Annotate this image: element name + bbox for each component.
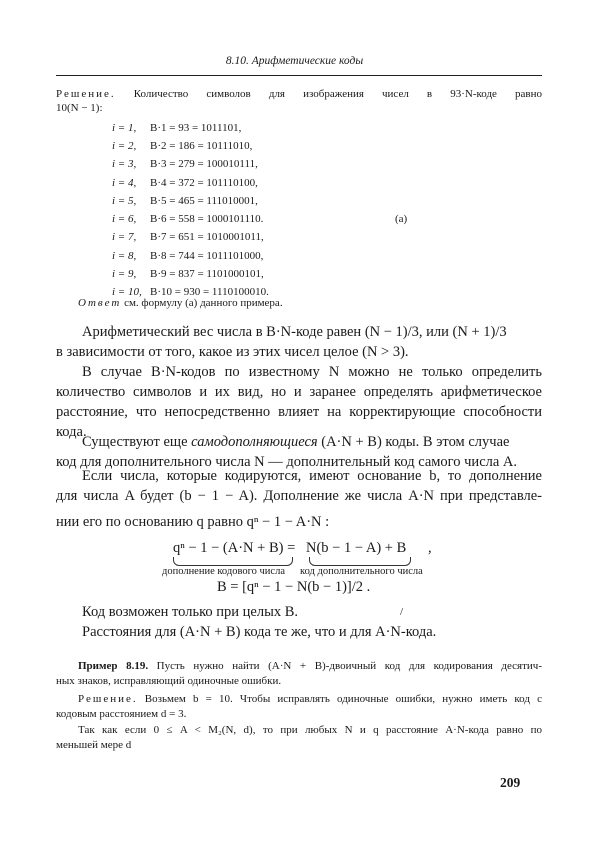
equation-right: N(b − 1 − A) + B [306, 540, 407, 556]
equation-result: B = [qⁿ − 1 − N(b − 1)]/2 . [217, 579, 371, 595]
caption-right: код дополнительного числа [300, 566, 423, 577]
example-block: Пример 8.19. Пусть нужно найти (A·N + B)-двоичный код для кодирования десятич- ных знаков, исправляющий одиночные ошибки. [56, 660, 542, 687]
equation-left: qⁿ − 1 − (A·N + B) = [173, 540, 296, 556]
solution-line-1: Количество символов для изображения чисел в 93·N-коде равно [133, 88, 542, 100]
answer-text: см. формулу (а) данного примера. [124, 297, 283, 309]
answer-line [78, 297, 283, 309]
distance-line: Расстояния для (A·N + B) кода те же, что и для A·N-кода. [82, 624, 437, 640]
underbrace-right [309, 557, 411, 566]
paragraph-self-complementing: Существуют еще самодополняющиеся (A·N + B) коды. В этом случае код для дополнительного числа N — дополнительный код самого числа A. [56, 434, 518, 470]
final-block: Так как если 0 ≤ A < M₂(N, d), то при любых N и q расстояние A·N-кода равно по меньшей мере d [56, 724, 542, 751]
solution-2-label: Решение. [78, 693, 138, 705]
solution-paragraph [56, 88, 542, 114]
paragraph-weight: Арифметический вес числа в B·N-коде равен (N − 1)/3, или (N + 1)/3 в зависимости от того, какое из этих чисел целое (N > 3). [56, 324, 507, 360]
solution-label: Решение. [56, 88, 116, 100]
formula-marker: (a) [395, 213, 408, 225]
document-page: 8.10. Арифметические коды Решение. Количество символов для изображения чисел в 93·N-коде равно 10(N − 1): i = 1, B·1 = 93 = 1011101, i = 2, B·2 = 186 = 10111010, i = 3, B·3 = 279 = 100010111, i = 4, B·4 = 372 = 101110100, i = 5, B·5 = 465 = 111010001, i = 6, B·6 = 558 = 1000101110. (a) i = 7, B·7 = 651 = 1010001011, i = 8, B·8 = 744 = 1011101000, i = 9, B·9 = 837 = 1101000101, i = 10, B·10 = 930 = 1110100010. Ответ см. формулу (а) данного примера. Арифметический вес числа в B·N-коде равен (N − 1)/3, или (N + 1)/3 в зависимости от того, какое из этих чисел целое (N > 3). В случае B·N-кодов по известному N можно не только определить количество символов и их вид, но и заранее определять арифметическое расстояние, что непосредственно влияет на корректирующие способности кода. Существуют еще самодополняющиеся (A·N + B) коды. В этом случае код для дополнительного числа N — дополнительный код самого числа A. Если числа, которые кодируются, имеют основание b, то дополнение для числа A будет (b − 1 − A). Дополнение же числа A·N при представле- нии его по основанию q равно qⁿ − 1 − A·N : qⁿ − 1 − (A·N + B) = N(b − 1 − A) + B , дополнение кодового числа код дополнительного числа B = [qⁿ − 1 − N(b − 1)]/2 . Код возможен только при целых B. / Расстояния для (A·N + B) кода те же, что и для A·N-кода. Пример 8.19. Пусть нужно найти (A·N + B)-двоичный код для кодирования десятич- ных знаков, исправляющий одиночные ошибки. Решение. Возьмем b = 10. Чтобы исправлять одиночные ошибки, нужно иметь код с кодовым расстоянием d = 3. Так как если 0 ≤ A < M₂(N, d), то при любых N и q расстояние A·N-кода равно по меньшей мере d 209 [0, 0, 589, 856]
underbrace-left [173, 557, 293, 566]
running-header: 8.10. Арифметические коды [225, 55, 364, 67]
equation-comma: , [428, 540, 432, 556]
solution-2-block: Решение. Возьмем b = 10. Чтобы исправлять одиночные ошибки, нужно иметь код с кодовым расстоянием d = 3. [56, 693, 542, 720]
caption-left: дополнение кодового числа [162, 566, 285, 577]
paragraph-complement: Если числа, которые кодируются, имеют основание b, то дополнение для числа A будет (b − 1 − A). Дополнение же числа A·N при представле- нии его по основанию q равно qⁿ − 1 − A·N : [56, 468, 542, 530]
stray-mark: / [400, 606, 404, 618]
solution-line-2: 10(N − 1): [56, 102, 103, 114]
answer-label: Ответ [78, 297, 122, 309]
term-self-complementing: самодополняющиеся [191, 434, 318, 450]
header-rule [56, 75, 542, 76]
paragraph-bn-codes: В случае B·N-кодов по известному N можно не только определить количество символов и их вид, но и заранее определять арифметическое расстояние, что непосредственно влияет на корректирующие способности кода. [56, 364, 542, 440]
page-number: 209 [500, 775, 521, 790]
example-label: Пример 8.19. [78, 660, 149, 672]
condition-line: Код возможен только при целых B. [82, 604, 298, 620]
